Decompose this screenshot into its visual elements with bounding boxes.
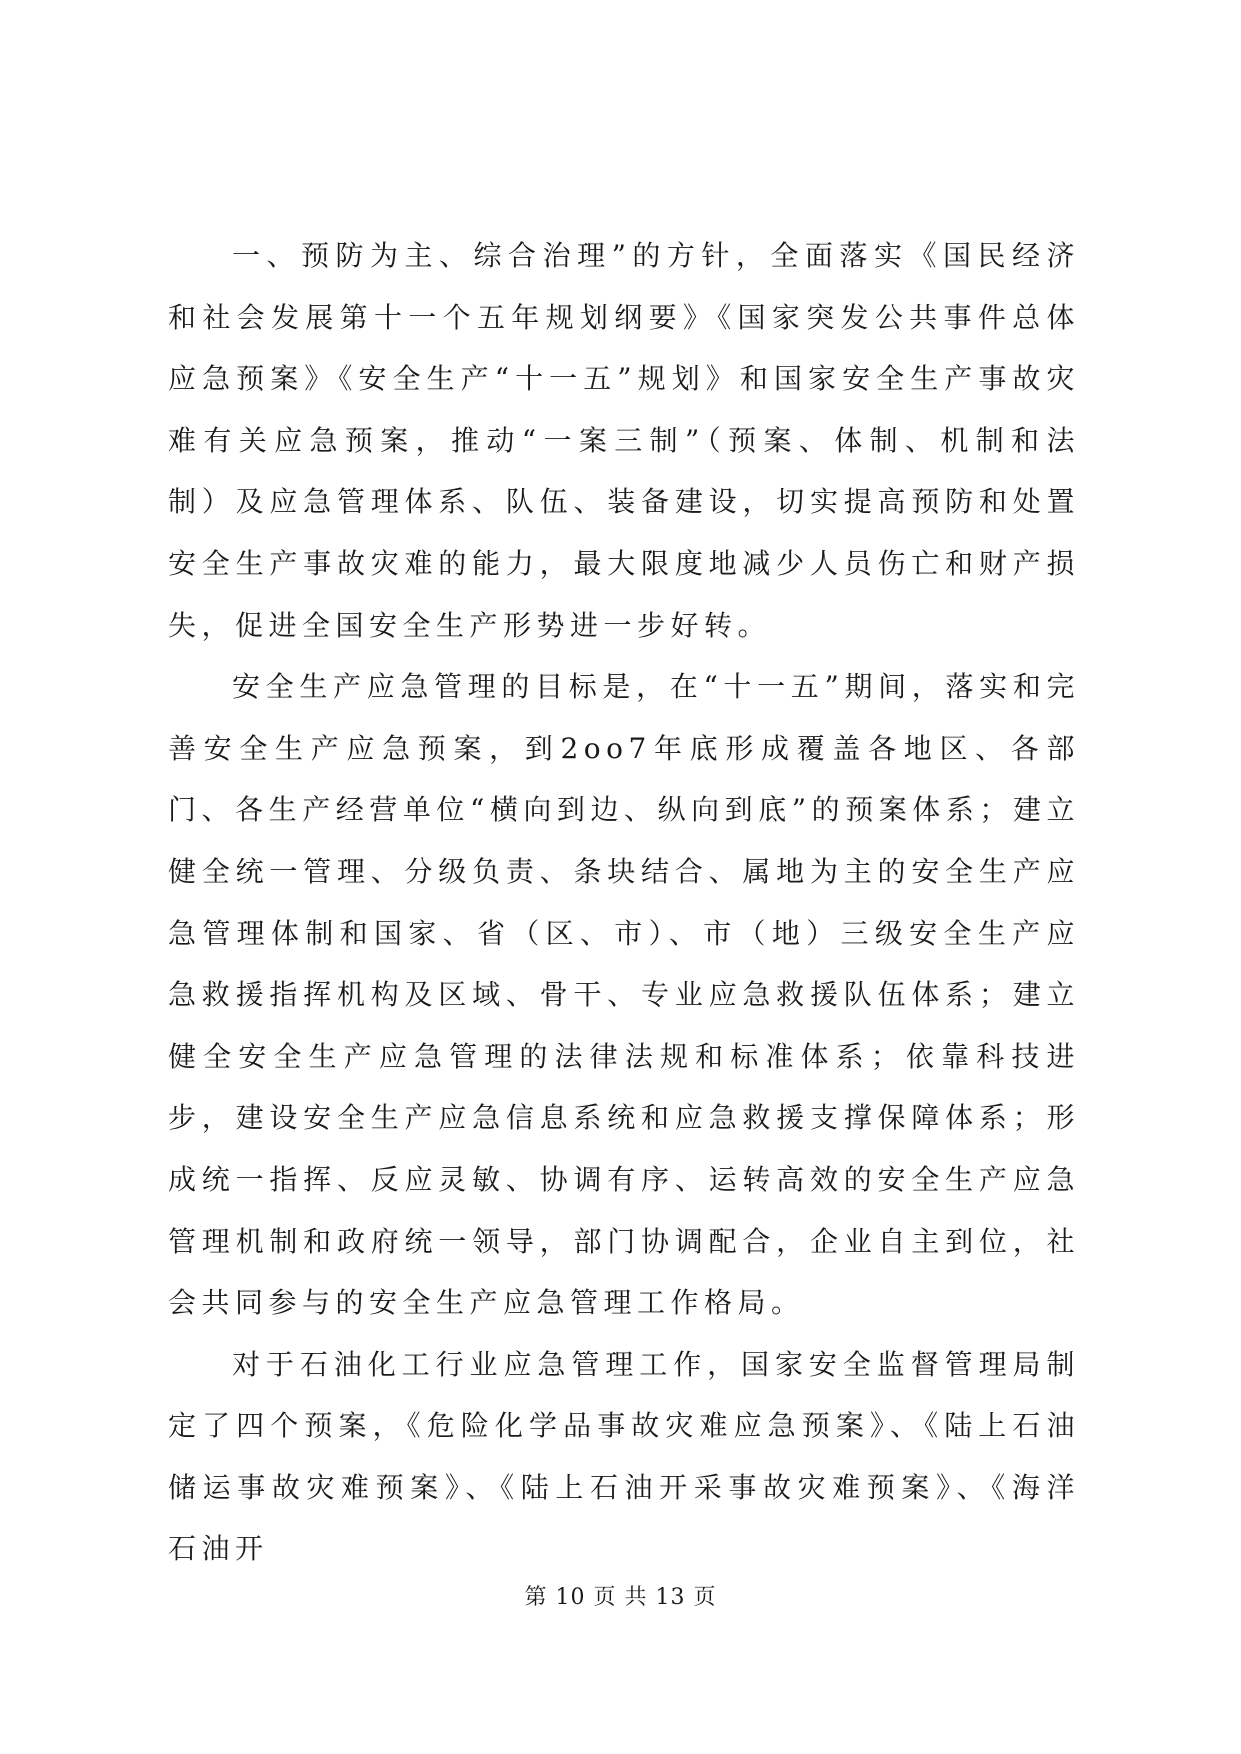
paragraph-2: 安全生产应急管理的目标是，在“十一五”期间，落实和完善安全生产应急预案，到2oo7年底形成覆盖各地区、各部门、各生产经营单位“横向到边、纵向到底”的预案体系；建立健全统一管理、分级负责、条块结合、属地为主的安全生产应急管理体制和国家、省（区、市）、市（地）三级安全生产应急救援指挥机构及区域、骨干、专业应急救援队伍体系；建立健全安全生产应急管理的法律法规和标准体系；依靠科技进步，建设安全生产应急信息系统和应急救援支撑保障体系；形成统一指挥、反应灵敏、协调有序、运转高效的安全生产应急管理机制和政府统一领导，部门协调配合，企业自主到位，社会共同参与的安全生产应急管理工作格局。 <box>168 670 1080 1320</box>
paragraph-1: 一、预防为主、综合治理”的方针，全面落实《国民经济和社会发展第十一个五年规划纲要》《国家突发公共事件总体应急预案》《安全生产“十一五”规划》和国家安全生产事故灾难有关应急预案，推动“一案三制”（预案、体制、机制和法制）及应急管理体系、队伍、装备建设，切实提高预防和处置安全生产事故灾难的能力，最大限度地减少人员伤亡和财产损失，促进全国安全生产形势进一步好转。 <box>168 239 1080 642</box>
page-number-footer: 第 10 页 共 13 页 <box>524 1585 717 1610</box>
paragraph-3: 对于石油化工行业应急管理工作，国家安全监督管理局制定了四个预案，《危险化学品事故灾难应急预案》、《陆上石油储运事故灾难预案》、《陆上石油开采事故灾难预案》、《海洋石油开 <box>168 1347 1080 1566</box>
document-body <box>168 225 1080 1580</box>
